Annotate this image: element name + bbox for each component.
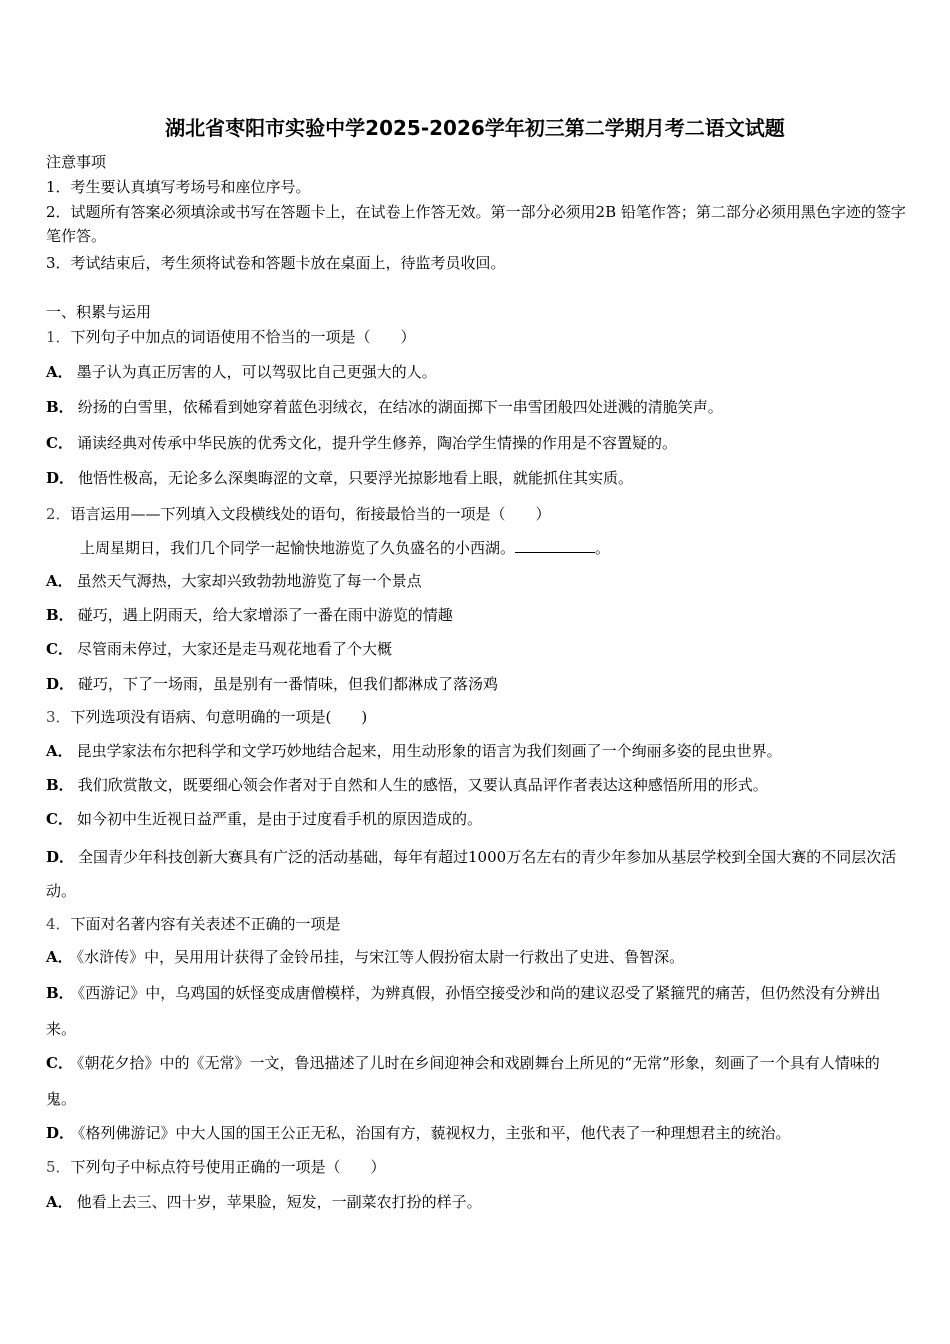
notice-item-2: 2．试题所有答案必须填涂或书写在答题卡上，在试卷上作答无效。第一部分必须用2B 铅笔作答；第二部分必须用黑色字迹的签字笔作答。 [46, 203, 906, 245]
option-1c[interactable]: C． 诵读经典对传承中华民族的优秀文化，提升学生修养，陶冶学生情操的作用是不容置疑的。 [46, 434, 677, 452]
question-5 [46, 1157, 908, 1177]
option-2c[interactable]: C． 尽管雨未停过，大家还是走马观花地看了个大概 [46, 640, 392, 658]
option-4d[interactable]: D． 《格列佛游记》中大人国的国王公正无私，治国有方，藐视权力，主张和平，他代表了一种理想君主的统治。 [46, 1124, 791, 1142]
option-2b[interactable]: B． 碰巧，遇上阴雨天，给大家增添了一番在雨中游览的情趣 [46, 606, 453, 624]
question-3 [46, 707, 908, 727]
option-3a[interactable]: A． 昆虫学家法布尔把科学和文学巧妙地结合起来，用生动形象的语言为我们刻画了一个绚丽多姿的昆虫世界。 [46, 742, 782, 760]
answer-blank[interactable] [515, 538, 595, 553]
notice-heading: 注意事项 [46, 153, 107, 171]
question-2 [46, 504, 908, 524]
option-3d[interactable]: D． 全国青少年科技创新大赛具有广泛的活动基础，每年有超过1000万名左右的青少年参加从基层学校到全国大赛的不同层次活动。 [46, 848, 897, 900]
question-number: 2． [46, 505, 71, 523]
question-number: 4． [46, 915, 71, 933]
page-title: 湖北省枣阳市实验中学2025-2026学年初三第二学期月考二语文试题 [165, 116, 785, 140]
question-stem: 下列句子中标点符号使用正确的一项是（ ） [70, 1158, 386, 1176]
question-4 [46, 914, 908, 934]
question-stem: 下列选项没有语病、句意明确的一项是( ) [70, 708, 368, 726]
question-number: 3． [46, 708, 71, 726]
option-1a[interactable]: A． 墨子认为真正厉害的人，可以驾驭比自己更强大的人。 [46, 363, 437, 381]
section-heading: 一、积累与运用 [46, 303, 152, 321]
option-5a[interactable]: A． 他看上去三、四十岁，苹果脸，短发，一副菜农打扮的样子。 [46, 1193, 482, 1211]
option-1b[interactable]: B． 纷扬的白雪里，依稀看到她穿着蓝色羽绒衣，在结冰的湖面掷下一串雪团般四处迸溅的清脆笑声。 [46, 398, 723, 416]
question-stem: 语言运用——下列填入文段横线处的语句，衔接最恰当的一项是（ ） [70, 505, 551, 523]
option-4b[interactable]: B． 《西游记》中，乌鸡国的妖怪变成唐僧模样，为辨真假，孙悟空接受沙和尚的建议忍受了紧箍咒的痛苦，但仍然没有分辨出来。 [46, 984, 881, 1038]
question-2-passage: 上周星期日，我们几个同学一起愉快地游览了久负盛名的小西湖。 。 [80, 539, 611, 557]
question-stem: 下面对名著内容有关表述不正确的一项是 [70, 915, 341, 933]
option-4c[interactable]: C． 《朝花夕拾》中的《无常》一文，鲁迅描述了儿时在乡间迎神会和戏剧舞台上所见的“无常”形象，刻画了一个具有人情味的鬼。 [46, 1054, 880, 1108]
notice-item-1: 1．考生要认真填写考场号和座位序号。 [46, 178, 311, 196]
question-1 [46, 327, 908, 347]
option-3b[interactable]: B． 我们欣赏散文，既要细心领会作者对于自然和人生的感悟，又要认真品评作者表达这种感悟所用的形式。 [46, 776, 768, 794]
option-2d[interactable]: D． 碰巧，下了一场雨，虽是别有一番情味，但我们都淋成了落汤鸡 [46, 675, 499, 693]
option-1d[interactable]: D． 他悟性极高，无论多么深奥晦涩的文章，只要浮光掠影地看上眼，就能抓住其实质。 [46, 469, 634, 487]
question-stem: 下列句子中加点的词语使用不恰当的一项是（ ） [70, 328, 416, 346]
question-number: 5． [46, 1158, 71, 1176]
option-4a[interactable]: A． 《水浒传》中，吴用用计获得了金铃吊挂，与宋江等人假扮宿太尉一行救出了史进、鲁智深。 [46, 948, 685, 966]
option-2a[interactable]: A． 虽然天气溽热，大家却兴致勃勃地游览了每一个景点 [46, 572, 422, 590]
question-number: 1． [46, 328, 71, 346]
notice-item-3: 3．考试结束后，考生须将试卷和答题卡放在桌面上，待监考员收回。 [46, 254, 506, 272]
option-3c[interactable]: C． 如今初中生近视日益严重，是由于过度看手机的原因造成的。 [46, 810, 482, 828]
